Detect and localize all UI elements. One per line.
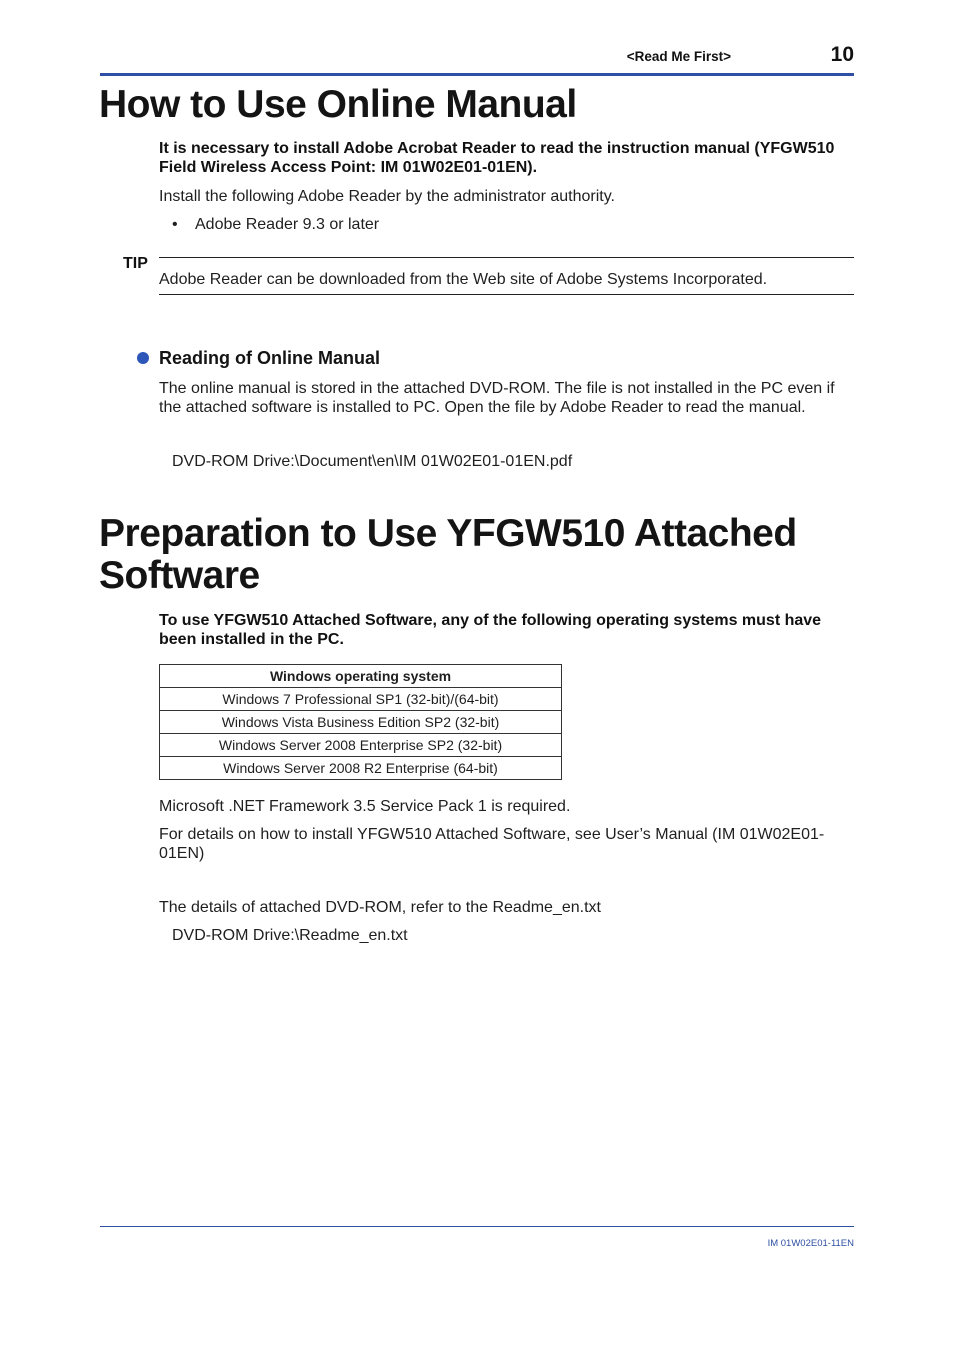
header-rule [100, 73, 854, 76]
table-row [160, 757, 562, 780]
online-manual-description: The online manual is stored in the attached DVD-ROM. The file is not installed in the PC even if the attached software is installed to PC. Open the file by Adobe Reader to read the manual. [159, 380, 835, 416]
table-row [160, 711, 562, 734]
os-table-cell: Windows Vista Business Edition SP2 (32-bit) [160, 711, 562, 734]
tip-text: Adobe Reader can be downloaded from the Web site of Adobe Systems Incorporated. [159, 271, 768, 288]
os-table-header: Windows operating system [160, 665, 562, 688]
reading-online-manual-heading: Reading of Online Manual [159, 348, 381, 368]
acrobat-requirement-text: It is necessary to install Adobe Acrobat Reader to read the instruction manual (YFGW510 Field Wireless Access Point: IM 01W02E01-01EN). [159, 140, 835, 176]
tip-bottom-rule [159, 294, 854, 295]
section-title-preparation: Preparation to Use YFGW510 Attached Software [99, 512, 797, 597]
install-details-text: For details on how to install YFGW510 Attached Software, see User’s Manual (IM 01W02E01-01EN) [159, 826, 825, 862]
os-table-cell: Windows 7 Professional SP1 (32-bit)/(64-bit) [160, 688, 562, 711]
install-instruction-text: Install the following Adobe Reader by the administrator authority. [159, 188, 615, 205]
os-table [159, 664, 562, 780]
adobe-version-requirement: Adobe Reader 9.3 or later [195, 216, 380, 233]
page-number: 10 [830, 43, 854, 66]
os-table-cell: Windows Server 2008 Enterprise SP2 (32-bit) [160, 734, 562, 757]
footer-rule [100, 1226, 854, 1227]
dvd-details-text: The details of attached DVD-ROM, refer to the Readme_en.txt [159, 899, 601, 916]
section-title-online-manual: How to Use Online Manual [99, 83, 577, 126]
bullet-dot-icon [137, 352, 149, 364]
dotnet-requirement-text: Microsoft .NET Framework 3.5 Service Pack 1 is required. [159, 798, 571, 815]
os-table-cell: Windows Server 2008 R2 Enterprise (64-bit) [160, 757, 562, 780]
readme-file-path: DVD-ROM Drive:\Readme_en.txt [172, 927, 408, 944]
table-row [160, 688, 562, 711]
tip-label: TIP [123, 255, 148, 272]
table-row [160, 734, 562, 757]
bullet-marker: • [172, 216, 178, 233]
running-header-label: <Read Me First> [626, 49, 731, 64]
tip-top-rule [159, 257, 854, 258]
os-table-header-row [160, 665, 562, 688]
manual-file-path: DVD-ROM Drive:\Document\en\IM 01W02E01-01EN.pdf [172, 453, 573, 470]
os-requirement-text: To use YFGW510 Attached Software, any of the following operating systems must have been installed in the PC. [159, 612, 822, 648]
document-number: IM 01W02E01-11EN [767, 1238, 854, 1249]
